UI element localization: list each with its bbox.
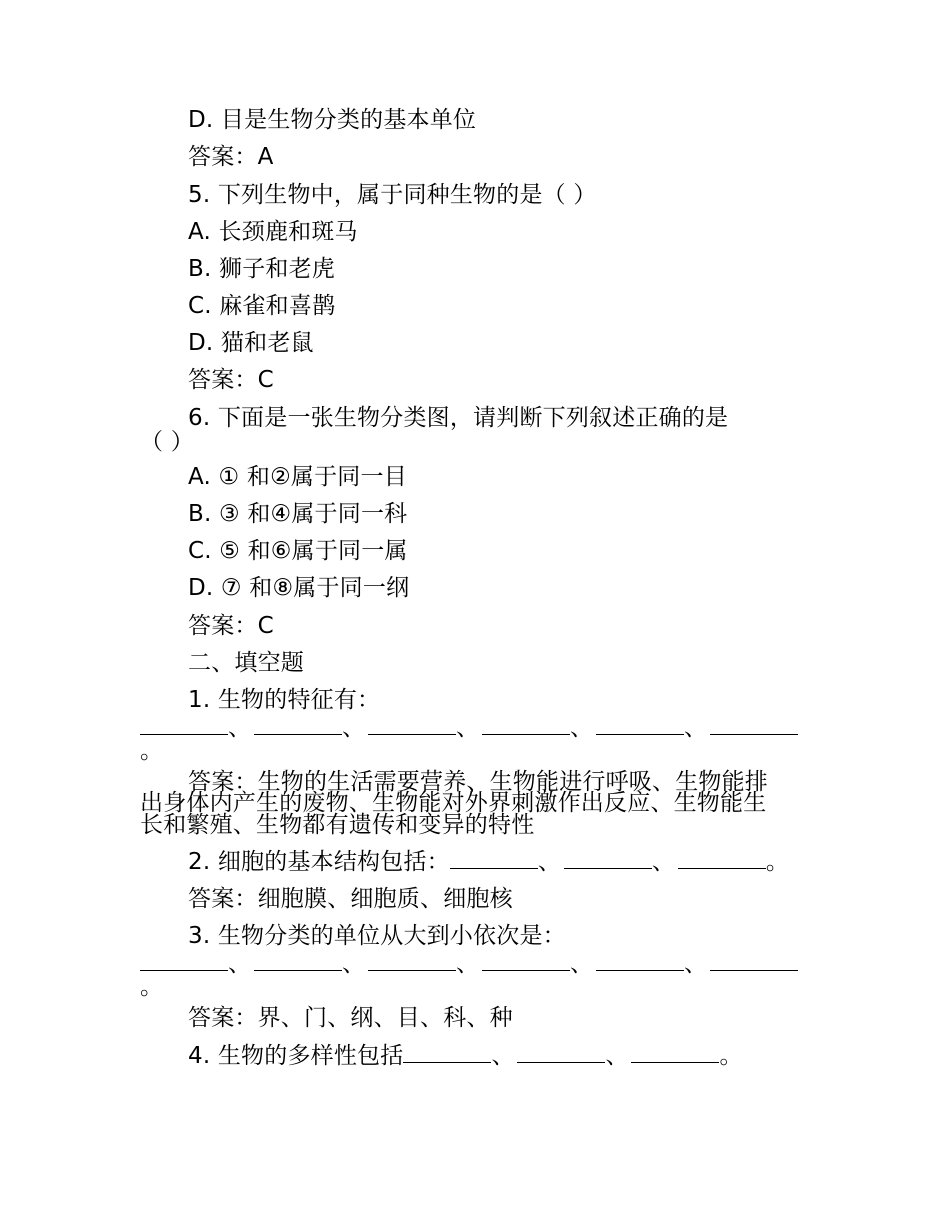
- blank: [482, 950, 570, 971]
- separator: 、: [537, 849, 562, 875]
- separator: 、: [228, 715, 251, 741]
- fill3-end-mark: 。: [140, 974, 164, 1000]
- q5-option-d: D. 猫和老鼠: [188, 330, 314, 356]
- q5-answer: 答案：C: [188, 367, 274, 393]
- q4-answer: 答案：A: [188, 144, 274, 170]
- separator: 、: [228, 951, 251, 977]
- separator: 、: [651, 849, 676, 875]
- fill2-answer: 答案：细胞膜、细胞质、细胞核: [188, 886, 513, 912]
- blank: [482, 714, 570, 735]
- fill4-end-mark: 。: [719, 1043, 743, 1069]
- q6-option-c: C. ⑤ 和⑥属于同一属: [188, 538, 408, 564]
- fill2-question: 2. 细胞的基本结构包括：: [188, 849, 450, 875]
- blank: [596, 714, 684, 735]
- separator: 、: [342, 715, 365, 741]
- fill1-end-mark: 。: [140, 738, 164, 764]
- blank: [517, 1042, 605, 1063]
- blank: [254, 950, 342, 971]
- q6-answer: 答案：C: [188, 613, 274, 639]
- fill3-blanks: [140, 950, 798, 978]
- fill1-answer-line3: 长和繁殖、生物都有遗传和变异的特性: [140, 812, 535, 838]
- q6-option-b: B. ③ 和④属于同一科: [188, 501, 408, 527]
- fill3-answer: 答案：界、门、纲、目、科、种: [188, 1005, 513, 1031]
- blank: [710, 950, 798, 971]
- blank: [403, 1042, 491, 1063]
- separator: 、: [456, 715, 479, 741]
- blank: [450, 848, 538, 869]
- blank: [596, 950, 684, 971]
- fill1-answer-line2: 出身体内产生的废物、生物能对外界刺激作出反应、生物能生: [140, 790, 767, 816]
- separator: 、: [570, 951, 593, 977]
- blank: [368, 714, 456, 735]
- q5-option-c: C. 麻雀和喜鹊: [188, 293, 336, 319]
- q5-option-b: B. 狮子和老虎: [188, 256, 336, 282]
- fill4-question-line: [188, 1042, 743, 1070]
- separator: 、: [491, 1043, 515, 1069]
- fill1-question: 1. 生物的特征有：: [188, 687, 381, 713]
- q6-question-line2: （ ）: [140, 429, 194, 455]
- blank: [254, 714, 342, 735]
- q6-question-line1: 6. 下面是一张生物分类图，请判断下列叙述正确的是: [188, 405, 729, 431]
- separator: 、: [456, 951, 479, 977]
- section2-title: 二、填空题: [188, 650, 304, 676]
- blank: [564, 848, 652, 869]
- q6-option-d: D. ⑦ 和⑧属于同一纲: [188, 575, 410, 601]
- fill2-question-line: [188, 848, 789, 876]
- blank: [140, 950, 228, 971]
- separator: 、: [605, 1043, 629, 1069]
- fill4-question: 4. 生物的多样性包括: [188, 1043, 404, 1069]
- q6-option-a: A. ① 和②属于同一目: [188, 464, 407, 490]
- blank: [710, 714, 798, 735]
- separator: 、: [342, 951, 365, 977]
- q5-question: 5. 下列生物中，属于同种生物的是（ ）: [188, 182, 597, 208]
- separator: 、: [684, 951, 707, 977]
- blank: [631, 1042, 719, 1063]
- blank: [368, 950, 456, 971]
- fill1-blanks: [140, 714, 798, 742]
- separator: 、: [684, 715, 707, 741]
- blank: [678, 848, 766, 869]
- q4-option-d: D. 目是生物分类的基本单位: [188, 107, 477, 133]
- fill1-answer-line1: 答案：生物的生活需要营养、生物能进行呼吸、生物能排: [188, 769, 768, 795]
- blank: [140, 714, 228, 735]
- fill2-end-mark: 。: [765, 849, 790, 875]
- q5-option-a: A. 长颈鹿和斑马: [188, 219, 358, 245]
- fill3-question: 3. 生物分类的单位从大到小依次是：: [188, 923, 566, 949]
- separator: 、: [570, 715, 593, 741]
